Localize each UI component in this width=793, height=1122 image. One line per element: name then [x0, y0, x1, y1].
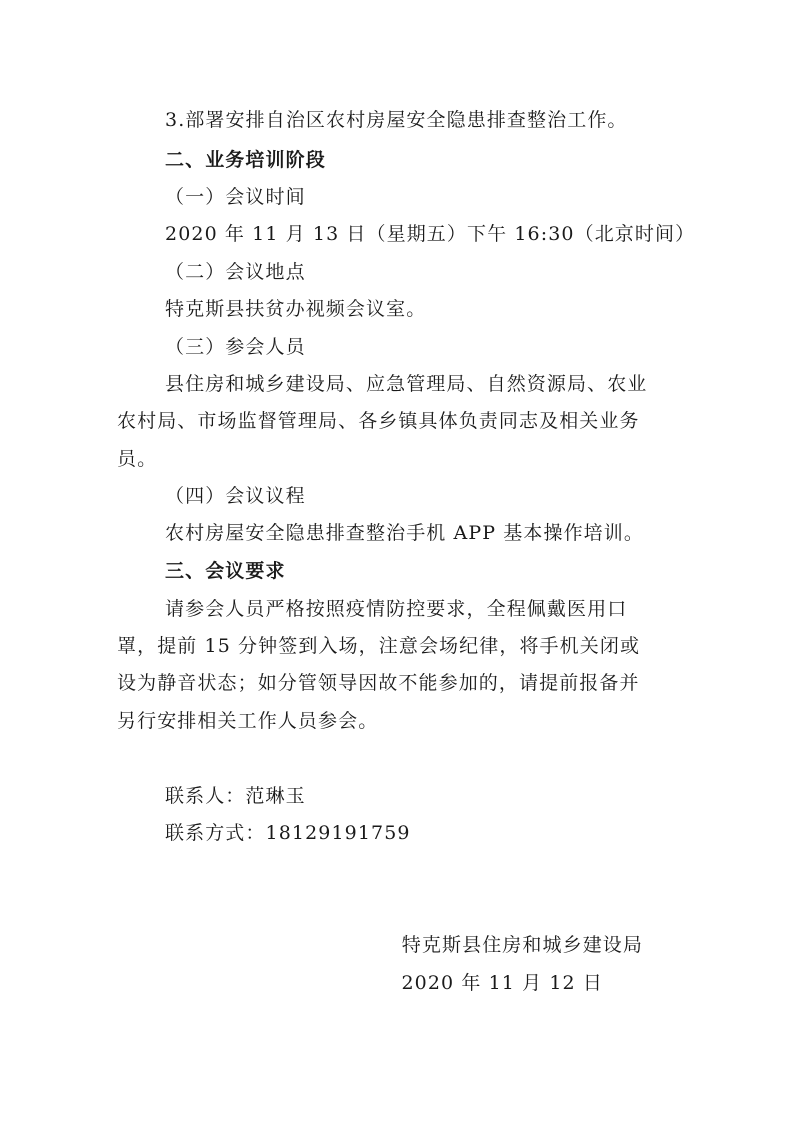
contact-phone: 联系方式：18129191759	[165, 822, 411, 844]
meeting-place-text: 特克斯县扶贫办视频会议室。	[165, 298, 427, 320]
contact-person: 联系人：范琳玉	[165, 785, 306, 807]
subheading-attendees: （三）参会人员	[165, 336, 306, 358]
signature-date: 2020 年 11 月 12 日	[401, 972, 603, 994]
requirements-text-line-1: 请参会人员严格按照疫情防控要求，全程佩戴医用口	[165, 598, 628, 620]
attendees-text-line-1: 县住房和城乡建设局、应急管理局、自然资源局、农业	[165, 373, 648, 395]
section-heading-training: 二、业务培训阶段	[165, 149, 326, 171]
subheading-meeting-place: （二）会议地点	[165, 261, 306, 283]
subheading-meeting-time: （一）会议时间	[165, 186, 306, 208]
requirements-text-line-4: 另行安排相关工作人员参会。	[117, 710, 379, 732]
requirements-text-line-3: 设为静音状态；如分管领导因故不能参加的，请提前报备并	[117, 672, 640, 694]
agenda-text: 农村房屋安全隐患排查整治手机 APP 基本操作培训。	[165, 522, 644, 544]
signature-organization: 特克斯县住房和城乡建设局	[401, 934, 643, 956]
task-item-3: 3.部署安排自治区农村房屋安全隐患排查整治工作。	[165, 109, 628, 131]
attendees-text-line-2: 农村局、市场监督管理局、各乡镇具体负责同志及相关业务	[117, 410, 640, 432]
attendees-text-line-3: 员。	[117, 448, 158, 470]
subheading-agenda: （四）会议议程	[165, 485, 306, 507]
requirements-text-line-2: 罩，提前 15 分钟签到入场，注意会场纪律，将手机关闭或	[117, 635, 641, 657]
meeting-time-text: 2020 年 11 月 13 日（星期五）下午 16:30（北京时间）	[165, 223, 696, 245]
section-heading-requirements: 三、会议要求	[165, 560, 286, 582]
